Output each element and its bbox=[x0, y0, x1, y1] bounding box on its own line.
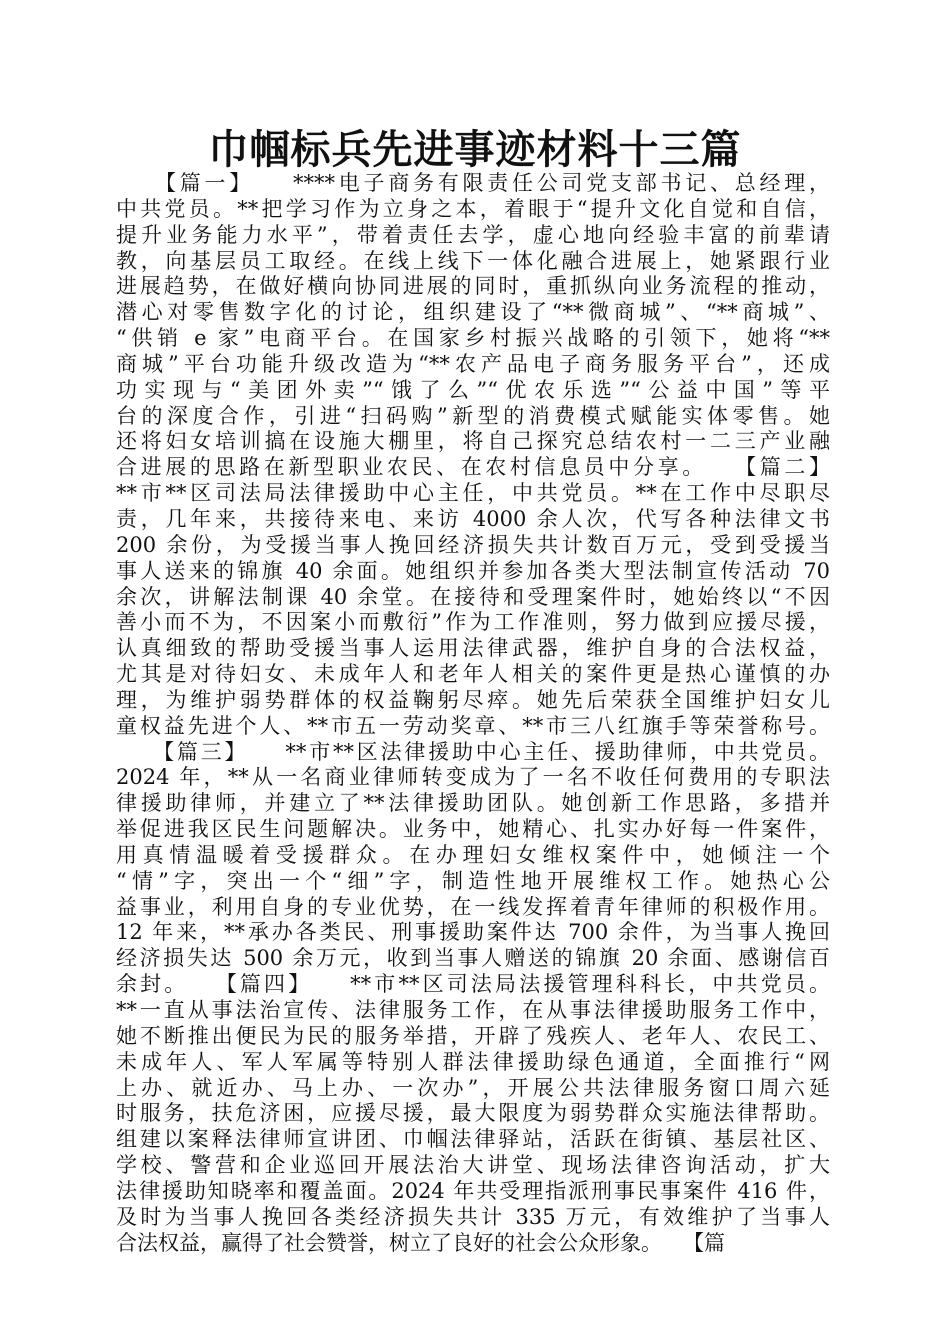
body-line: 用真情温暖着受援群众。在办理妇女维权案件中，她倾注一个 bbox=[116, 842, 830, 867]
body-line: 【篇一】 ****电子商务有限责任公司党支部书记、总经理， bbox=[116, 171, 830, 195]
body-line: 12 年来，**承办各类民、刑事援助案件达 700 余件，为当事人挽回 bbox=[116, 920, 830, 945]
body-line: 潜心对零售数字化的讨论，组织建设了“**微商城”、“**商城”、 bbox=[116, 300, 830, 325]
body-line: 未成年人、军人军属等特别人群法律援助绿色通道，全面推行“网 bbox=[116, 1049, 830, 1074]
body-line: 益事业，利用自身的专业优势，在一线发挥着青年律师的积极作用。 bbox=[116, 894, 830, 919]
body-line: 中共党员。**把学习作为立身之本，着眼于“提升文化自觉和自信， bbox=[116, 196, 830, 221]
body-line: 商城”平台功能升级改造为“**农产品电子商务服务平台”，还成 bbox=[116, 351, 830, 376]
body-line: 时服务，扶危济困，应援尽援，最大限度为弱势群众实施法律帮助。 bbox=[116, 1101, 830, 1126]
body-line: **市**区司法局法律援助中心主任，中共党员。**在工作中尽职尽 bbox=[116, 481, 830, 506]
body-line: 合进展的思路在新型职业农民、在农村信息员中分享。 【篇二】 bbox=[116, 455, 830, 480]
body-line: 进展趋势，在做好横向协同进展的同时，重抓纵向业务流程的推动， bbox=[116, 274, 830, 299]
body-line: 理，为维护弱势群体的权益鞠躬尽瘁。她先后荣获全国维护妇女儿 bbox=[116, 687, 830, 712]
body-line: “供销 e 家”电商平台。在国家乡村振兴战略的引领下，她将“** bbox=[116, 326, 830, 351]
body-line: 还将妇女培训搞在设施大棚里，将自己探究总结农村一二三产业融 bbox=[116, 429, 830, 454]
body-line: 认真细致的帮助受援当事人运用法律武器，维护自身的合法权益， bbox=[116, 636, 830, 661]
body-line: 2024 年，**从一名商业律师转变成为了一名不收任何费用的专职法 bbox=[116, 765, 830, 790]
body-line: 合法权益，赢得了社会赞誉，树立了良好的社会公众形象。 【篇 bbox=[116, 1230, 725, 1255]
body-line: 经济损失达 500 余万元，收到当事人赠送的锦旗 20 余面、感谢信百 bbox=[116, 946, 830, 971]
body-line: 事人送来的锦旗 40 余面。她组织并参加各类大型法制宣传活动 70 bbox=[116, 558, 830, 583]
body-line: 上办、就近办、马上办、一次办”，开展公共法律服务窗口周六延 bbox=[116, 1075, 830, 1100]
body-line: **一直从事法治宣传、法律服务工作，在从事法律援助服务工作中， bbox=[116, 998, 830, 1022]
body-line: 及时为当事人挽回各类经济损失共计 335 万元，有效维护了当事人 bbox=[116, 1204, 830, 1229]
body-line: 学校、警营和企业巡回开展法治大讲堂、现场法律咨询活动，扩大 bbox=[116, 1153, 830, 1178]
body-line: 举促进我区民生问题解决。业务中，她精心、扎实办好每一件案件， bbox=[116, 817, 830, 842]
body-line: 提升业务能力水平”，带着责任去学，虚心地向经验丰富的前辈请 bbox=[116, 222, 830, 247]
body-line: 她不断推出便民为民的服务举措，开辟了残疾人、老年人、农民工、 bbox=[116, 1023, 830, 1048]
body-line: 尤其是对待妇女、未成年人和老年人相关的案件更是热心谨慎的办 bbox=[116, 662, 830, 687]
body-line: 【篇三】 **市**区法律援助中心主任、援助律师，中共党员。 bbox=[116, 739, 830, 764]
document-title: 巾帼标兵先进事迹材料十三篇 bbox=[208, 127, 742, 173]
body-line: 童权益先进个人、**市五一劳动奖章、**市三八红旗手等荣誉称号。 bbox=[116, 713, 830, 738]
body-line: 功实现与“美团外卖”“饿了么”“优农乐选”“公益中国”等平 bbox=[116, 377, 830, 402]
body-line: 余封。 【篇四】 **市**区司法局法援管理科科长，中共党员。 bbox=[116, 972, 830, 997]
document-body bbox=[116, 171, 830, 1256]
body-line: 责，几年来，共接待来电、来访 4000 余人次，代写各种法律文书 bbox=[116, 506, 830, 531]
body-line: 200 余份，为受援当事人挽回经济损失共计数百万元，受到受援当 bbox=[116, 532, 830, 557]
body-line: 组建以案释法律师宣讲团、巾帼法律驿站，活跃在街镇、基层社区、 bbox=[116, 1127, 830, 1152]
body-line: “情”字，突出一个“细”字，制造性地开展维权工作。她热心公 bbox=[116, 868, 830, 893]
body-line: 台的深度合作，引进“扫码购”新型的消费模式赋能实体零售。她 bbox=[116, 403, 830, 428]
body-line: 法律援助知晓率和覆盖面。2024 年共受理指派刑事民事案件 416 件， bbox=[116, 1178, 830, 1203]
body-line: 余次，讲解法制课 40 余堂。在接待和受理案件时，她始终以“不因 bbox=[116, 584, 830, 609]
body-line: 教，向基层员工取经。在线上线下一体化融合进展上，她紧跟行业 bbox=[116, 248, 830, 273]
body-line: 律援助律师，并建立了**法律援助团队。她创新工作思路，多措并 bbox=[116, 791, 830, 816]
body-line: 善小而不为，不因案小而敷衍”作为工作准则，努力做到应援尽援， bbox=[116, 610, 830, 635]
